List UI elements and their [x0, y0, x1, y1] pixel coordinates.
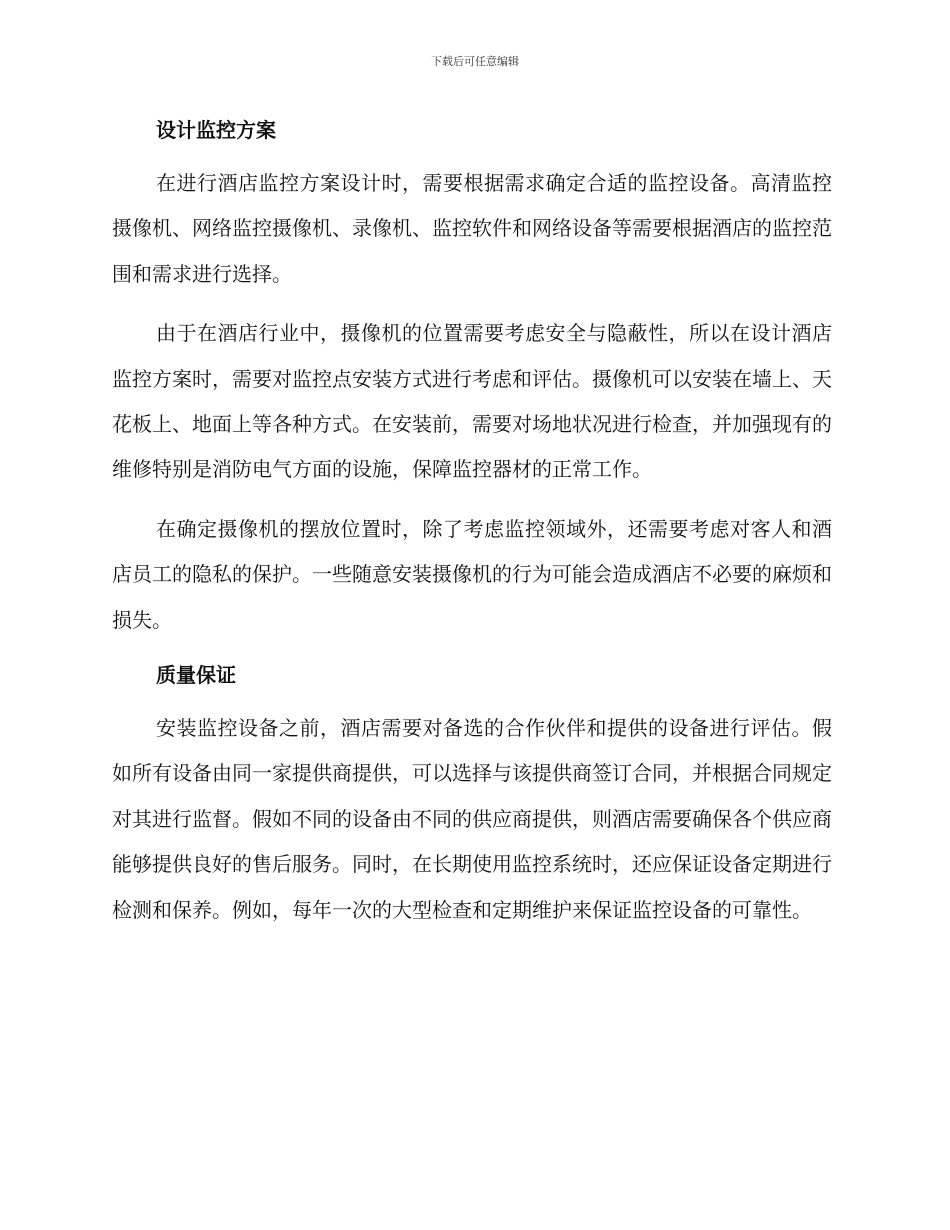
spacer: [112, 693, 832, 706]
paragraph-quality-1: 安装监控设备之前，酒店需要对备选的合作伙伴和提供的设备进行评估。假如所有设备由同一家提供商提供，可以选择与该提供商签订合同，并根据合同规定对其进行监督。假如不同的设备由不同的供应商提供，则酒店需要确保各个供应商能够提供良好的售后服务。同时，在长期使用监控系统时，还应保证设备定期进行检测和保养。例如，每年一次的大型检查和定期维护来保证监控设备的可靠性。: [112, 716, 832, 922]
spacer: [112, 297, 832, 311]
spacer: [112, 643, 832, 657]
paragraph-design-1: 在进行酒店监控方案设计时，需要根据需求确定合适的监控设备。高清监控摄像机、网络监控摄像机、录像机、监控软件和网络设备等需要根据酒店的监控范围和需求进行选择。: [112, 171, 832, 286]
section-heading-design: 设计监控方案: [156, 118, 276, 142]
spacer: [112, 493, 832, 507]
spacer: [112, 148, 832, 161]
paragraph-design-3: 在确定摄像机的摆放位置时，除了考虑监控领域外，还需要考虑对客人和酒店员工的隐私的保护。一些随意安装摄像机的行为可能会造成酒店不必要的麻烦和损失。: [112, 516, 832, 632]
page-header-note: 下载后可任意编辑: [431, 55, 519, 68]
section-heading-quality: 质量保证: [156, 663, 236, 688]
paragraph-design-2: 由于在酒店行业中，摄像机的位置需要考虑安全与隐蔽性，所以在设计酒店监控方案时，需要对监控点安装方式进行考虑和评估。摄像机可以安装在墙上、天花板上、地面上等各种方式。在安装前，需要对场地状况进行检查，并加强现有的维修特别是消防电气方面的设施，保障监控器材的正常工作。: [112, 321, 832, 482]
document-body: [112, 112, 832, 933]
